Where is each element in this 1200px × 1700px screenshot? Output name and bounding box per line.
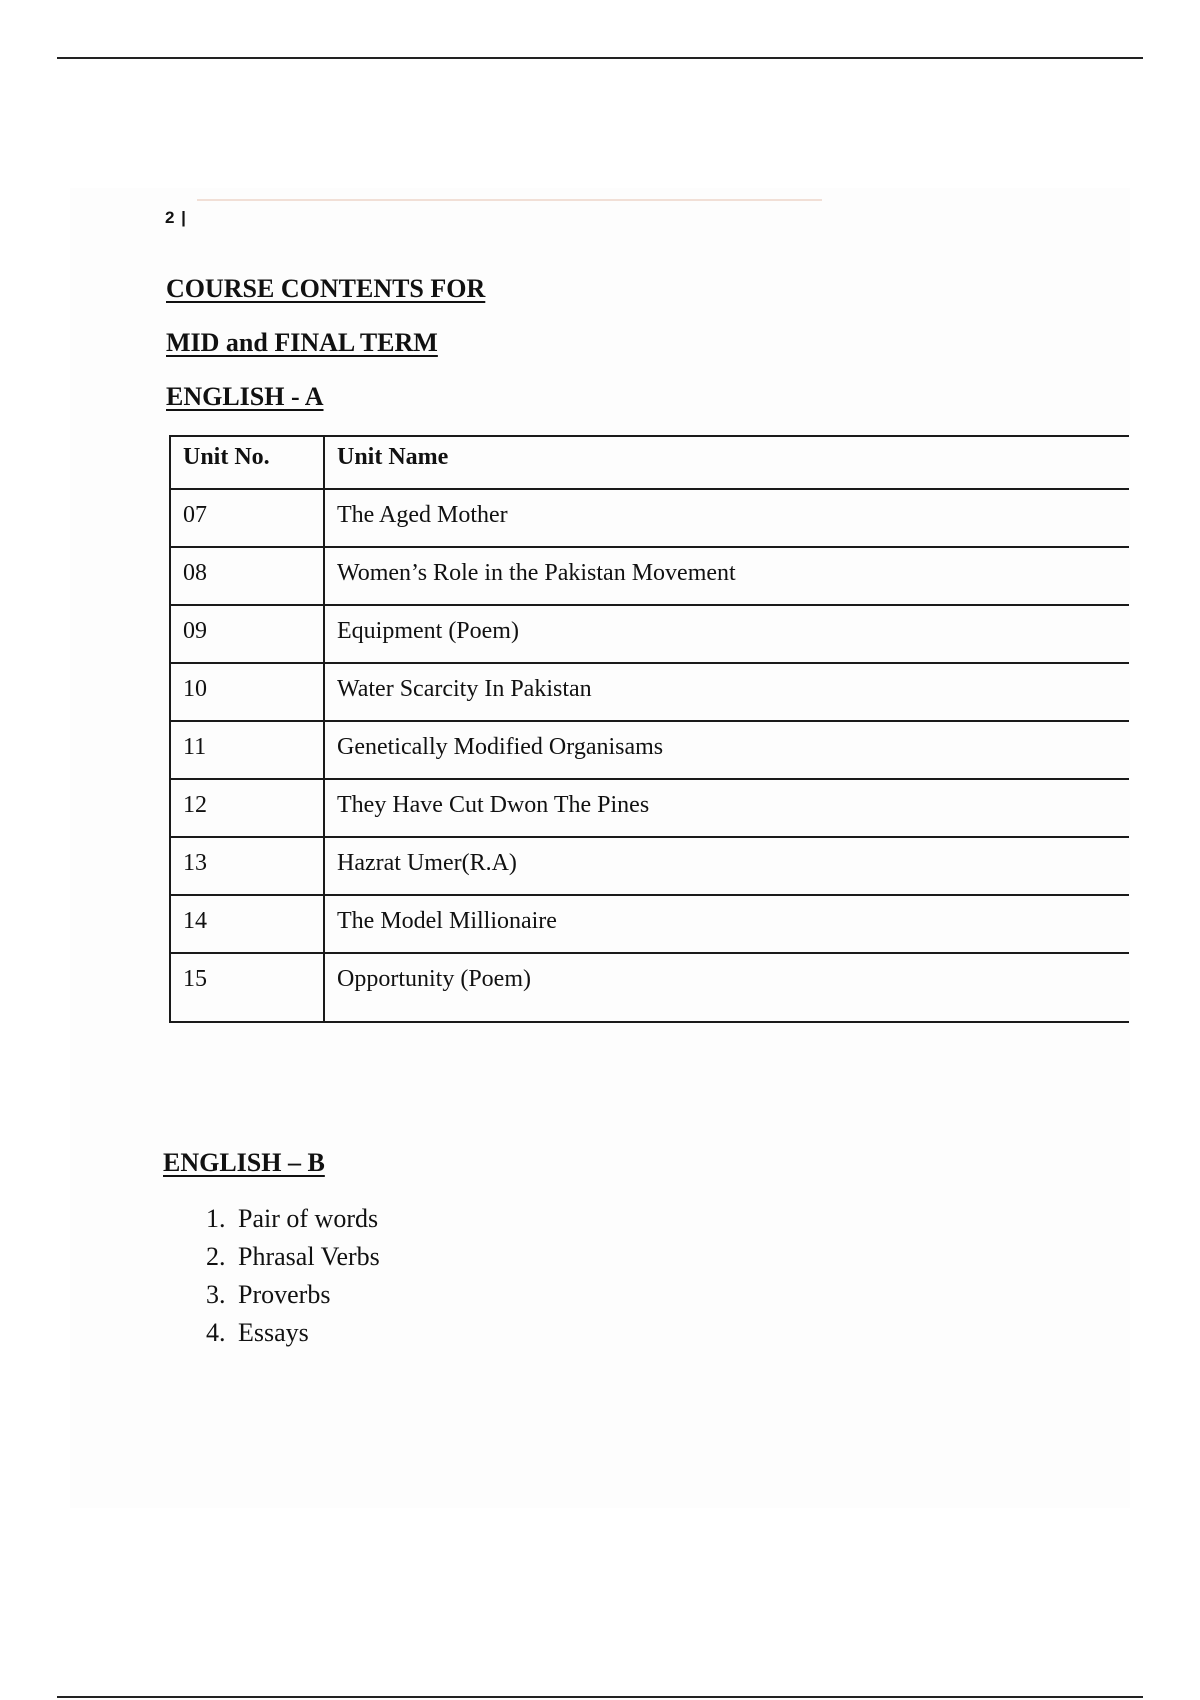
unit-name-header: Unit Name	[324, 436, 1129, 489]
unit-no-cell: 14	[170, 895, 324, 953]
unit-name-cell: Hazrat Umer(R.A)	[324, 837, 1129, 895]
table-row	[170, 895, 1129, 953]
unit-no-cell: 09	[170, 605, 324, 663]
list-item: 3. Proverbs	[232, 1276, 380, 1314]
list-item: 1. Pair of words	[232, 1200, 380, 1238]
table-row	[170, 837, 1129, 895]
table-row	[170, 663, 1129, 721]
unit-no-cell: 07	[170, 489, 324, 547]
unit-name-cell: They Have Cut Dwon The Pines	[324, 779, 1129, 837]
unit-name-cell: The Aged Mother	[324, 489, 1129, 547]
scan-top-line	[197, 199, 822, 201]
english-a-table	[169, 435, 1129, 1023]
table-row	[170, 779, 1129, 837]
bottom-rule	[57, 1696, 1143, 1698]
unit-name-cell: Equipment (Poem)	[324, 605, 1129, 663]
top-rule	[57, 57, 1143, 59]
list-item: 2. Phrasal Verbs	[232, 1238, 380, 1276]
unit-no-cell: 12	[170, 779, 324, 837]
english-a-heading: ENGLISH - A	[166, 382, 324, 411]
list-item: 4. Essays	[232, 1314, 380, 1352]
unit-name-cell: Women’s Role in the Pakistan Movement	[324, 547, 1129, 605]
table-row	[170, 605, 1129, 663]
unit-name-cell: Water Scarcity In Pakistan	[324, 663, 1129, 721]
unit-name-cell: The Model Millionaire	[324, 895, 1129, 953]
table-header-row	[170, 436, 1129, 489]
unit-no-header: Unit No.	[170, 436, 324, 489]
unit-no-cell: 11	[170, 721, 324, 779]
english-b-list	[192, 1200, 380, 1352]
term-heading: MID and FINAL TERM	[166, 328, 438, 357]
unit-name-cell: Opportunity (Poem)	[324, 953, 1129, 1022]
unit-no-cell: 08	[170, 547, 324, 605]
unit-no-cell: 13	[170, 837, 324, 895]
table-row	[170, 953, 1129, 1022]
english-b-heading: ENGLISH – B	[163, 1148, 325, 1177]
table-row	[170, 547, 1129, 605]
course-contents-heading: COURSE CONTENTS FOR	[166, 274, 486, 303]
table-row	[170, 489, 1129, 547]
unit-no-cell: 15	[170, 953, 324, 1022]
unit-name-cell: Genetically Modified Organisams	[324, 721, 1129, 779]
table-row	[170, 721, 1129, 779]
unit-no-cell: 10	[170, 663, 324, 721]
page-number: 2 |	[165, 208, 187, 227]
